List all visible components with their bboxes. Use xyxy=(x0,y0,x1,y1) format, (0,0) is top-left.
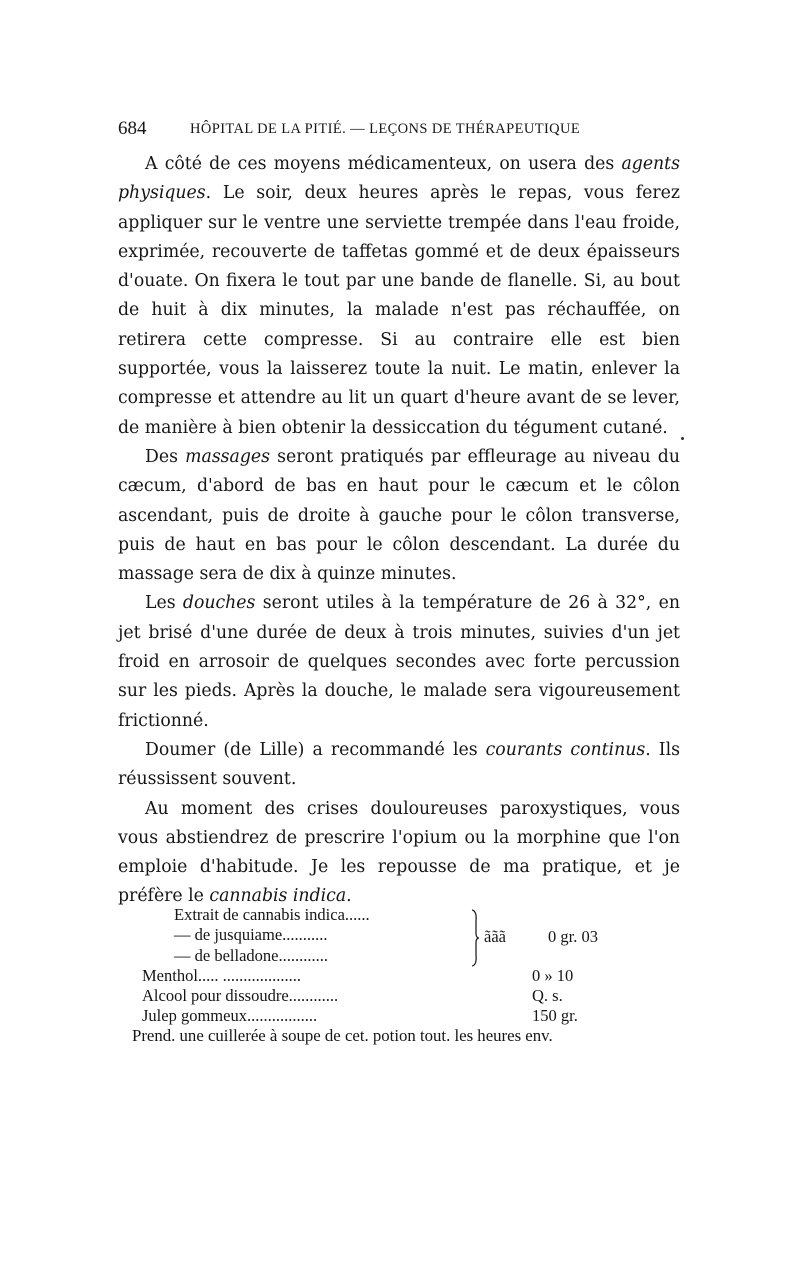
paragraph-text: Doumer (de Lille) a recommandé les xyxy=(145,739,486,760)
page-header xyxy=(118,118,678,144)
brace-icon xyxy=(470,909,480,967)
formula-row xyxy=(118,946,678,966)
paragraph-text: seront utiles à la température de 26 à 32°, en jet brisé d'une durée de deux à trois minutes, suivies d'un jet froid en arrosoir de quelques secondes avec forte percussion sur les pieds. Après la douche, le malade sera vigoureusement frictionné. xyxy=(118,593,680,731)
ana-label: ããã xyxy=(484,927,506,946)
ingredient-name: — de jusquiame........... xyxy=(174,925,328,945)
prescription-formula xyxy=(118,905,678,1045)
paragraph xyxy=(118,795,680,912)
paragraph-text: Des xyxy=(145,446,186,467)
paragraph xyxy=(118,150,680,443)
paragraph-text: . xyxy=(346,886,352,907)
ingredient-name: Extrait de cannabis indica...... xyxy=(174,905,370,924)
paragraph xyxy=(118,443,680,589)
paragraph-text: Les xyxy=(145,593,183,614)
paragraph-text: A côté de ces moyens médicamenteux, on usera des xyxy=(145,154,622,174)
page-number: 684 xyxy=(118,118,147,139)
paragraph-text: . Ils réussissent souvent. xyxy=(118,739,680,790)
emphasized-term: cannabis indica xyxy=(209,886,347,907)
paragraph-text: seront pratiqués par effleurage au niveau du cæcum, d'abord de bas en haut pour le cæcum et le côlon ascendant, puis de droite à gauche pour le côlon transverse, puis de haut en bas pour le côlon descendant. La durée du massage sera de dix à quinze minutes. xyxy=(118,446,680,585)
formula-row xyxy=(118,966,678,986)
paragraph-text: . Le soir, deux heures après le repas, vous ferez appliquer sur le ventre une serviette trempée dans l'eau froide, exprimée, recouverte de taffetas gommé et de deux épaisseurs d'ouate. On fixera le tout par une bande de flanelle. Si, au bout de huit à dix minutes, la malade n'est pas réchauffée, on retirera cette compresse. Si au contraire elle est bien supportée, vous la laisserez toute la nuit. Le matin, enlever la compresse et attendre au lit un quart d'heure avant de se lever, de manière à bien obtenir la dessiccation du tégument cutané. xyxy=(118,183,680,438)
emphasized-term: courants continus xyxy=(485,739,646,760)
emphasized-term: massages xyxy=(185,446,271,467)
emphasized-term: douches xyxy=(182,593,256,614)
ana-quantity: 0 gr. 03 xyxy=(548,927,598,946)
paragraph-text: Au moment des crises douloureuses paroxystiques, vous vous abstiendrez de prescrire l'opium ou la morphine que l'on emploie d'habitude. Je les repousse de ma pratique, et je préfère le xyxy=(118,798,680,907)
running-title: HÔPITAL DE LA PITIÉ. — LEÇONS DE THÉRAPEUTIQUE xyxy=(190,121,581,137)
ingredient-quantity: 150 gr. xyxy=(532,1006,578,1026)
dosage-instructions: Prend. une cuillerée à soupe de cet. potion tout. les heures env. xyxy=(132,1026,553,1045)
ingredient-name: Menthol..... ................... xyxy=(142,965,302,985)
stray-dot-mark xyxy=(681,437,684,440)
body-text xyxy=(118,150,680,912)
emphasized-term: agents physiques xyxy=(118,154,680,204)
ingredient-name: Alcool pour dissoudre............ xyxy=(142,986,339,1006)
formula-row xyxy=(118,986,678,1006)
formula-row xyxy=(118,905,678,925)
ingredient-name: — de belladone............ xyxy=(174,945,328,965)
ingredient-quantity: 0 » 10 xyxy=(532,965,574,985)
formula-row xyxy=(118,1006,678,1026)
paragraph xyxy=(118,589,680,735)
ingredient-quantity: Q. s. xyxy=(532,986,563,1006)
ingredient-name: Julep gommeux................. xyxy=(142,1006,318,1026)
paragraph xyxy=(118,736,680,795)
